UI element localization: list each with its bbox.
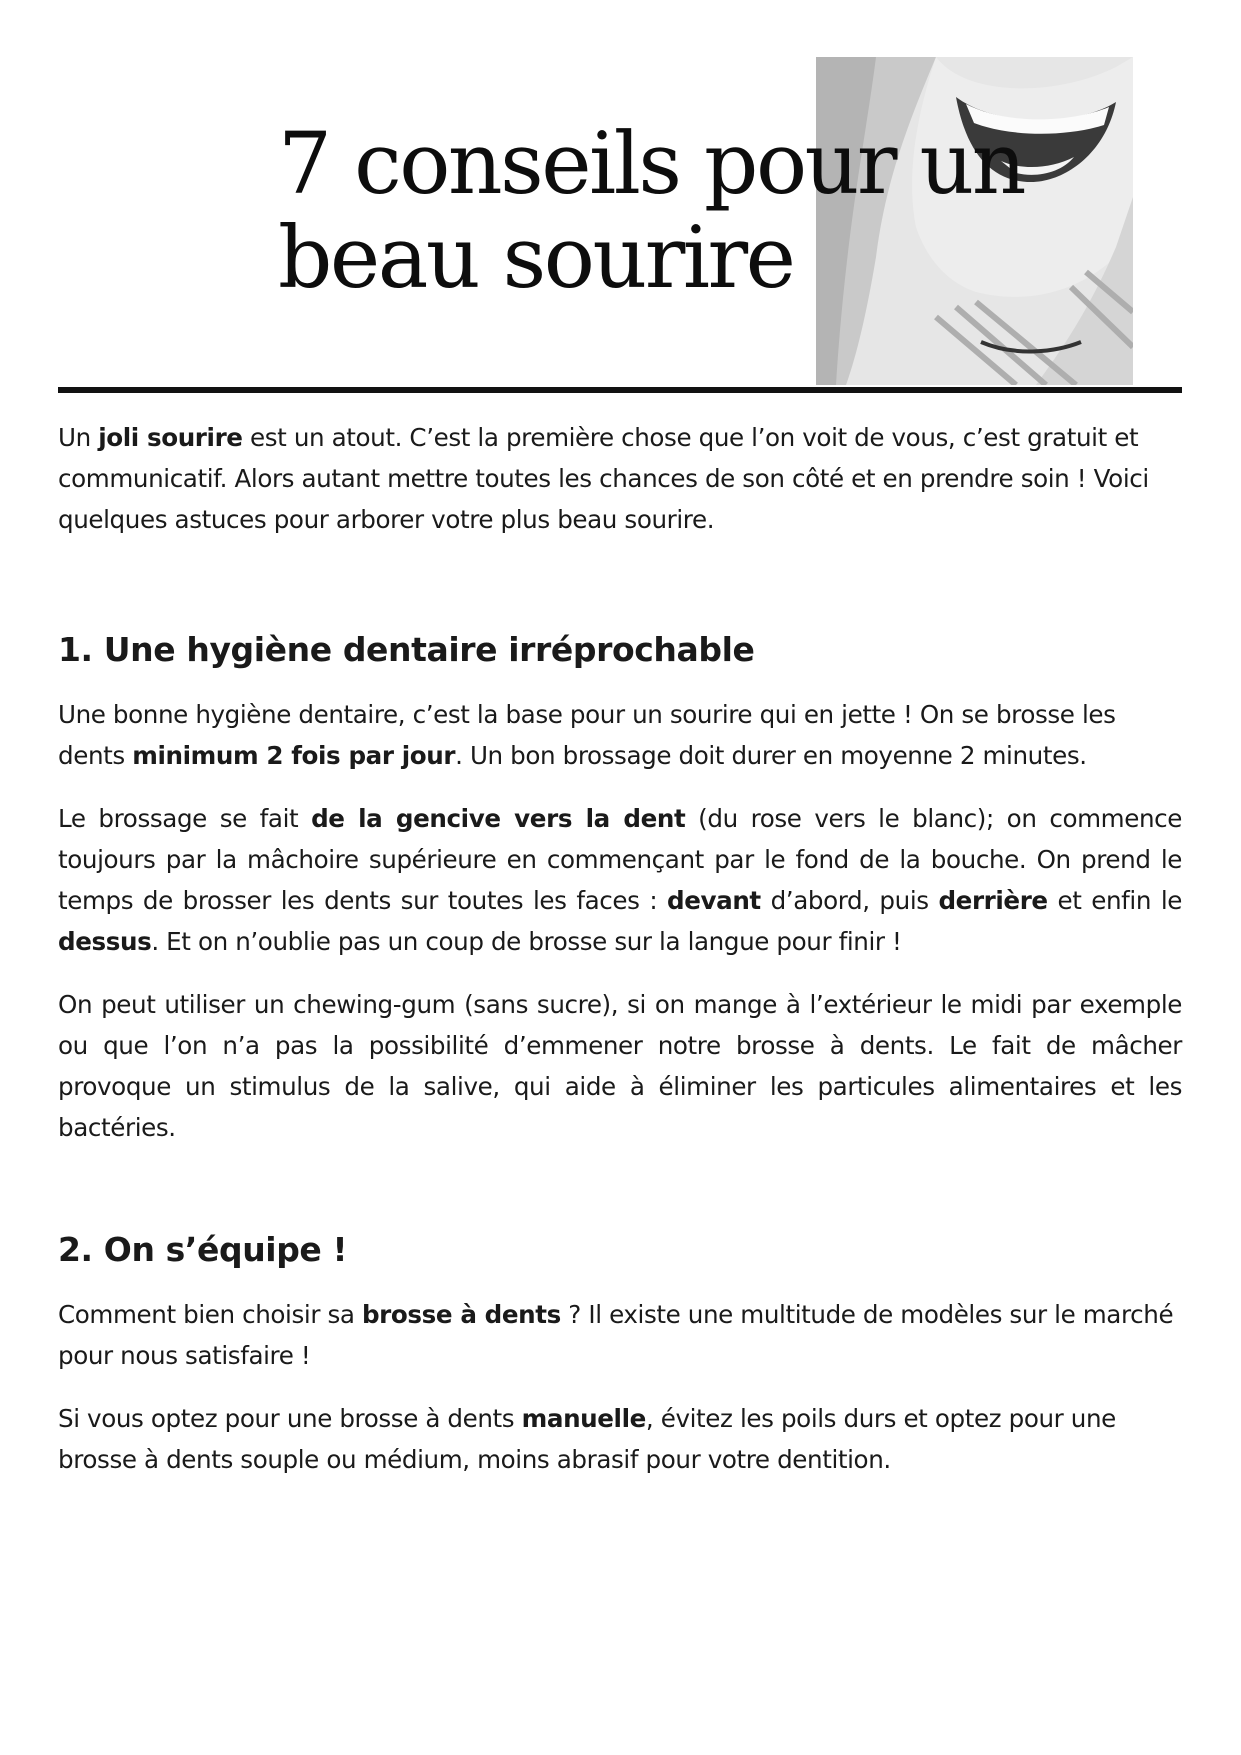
section-hygiene	[58, 628, 1182, 1148]
section-1-paragraph-1: Une bonne hygiène dentaire, c’est la base pour un sourire qui en jette ! On se brosse les dents minimum 2 fois par jour. Un bon brossage doit durer en moyenne 2 minutes.	[58, 700, 1116, 770]
section-1-heading: 1. Une hygiène dentaire irréprochable	[58, 630, 755, 669]
article-body	[58, 417, 1182, 1560]
title-line-1: 7 conseils pour un	[278, 115, 1025, 214]
section-1-paragraph-3: On peut utiliser un chewing-gum (sans sucre), si on mange à l’extérieur le midi par exemple ou que l’on n’a pas la possibilité d’emmener notre brosse à dents. Le fait de mâcher provoque un stimulus de la salive, qui aide à éliminer les particules alimentaires et les bactéries.	[58, 990, 1182, 1142]
page-title	[278, 115, 1025, 308]
title-divider	[58, 387, 1182, 393]
section-equipment	[58, 1228, 1182, 1480]
section-2-paragraph-1: Comment bien choisir sa brosse à dents ? Il existe une multitude de modèles sur le marché pour nous satisfaire !	[58, 1300, 1174, 1370]
section-1-paragraph-2: Le brossage se fait de la gencive vers la dent (du rose vers le blanc); on commence toujours par la mâchoire supérieure en commençant par le fond de la bouche. On prend le temps de brosser les dents sur toutes les faces : devant d’abord, puis derrière et enfin le dessus. Et on n’oublie pas un coup de brosse sur la langue pour finir !	[58, 804, 1182, 956]
title-line-2: beau sourire	[278, 209, 794, 308]
intro-paragraph: Un joli sourire est un atout. C’est la première chose que l’on voit de vous, c’est gratuit et communicatif. Alors autant mettre toutes les chances de son côté et en prendre soin ! Voici quelques astuces pour arborer votre plus beau sourire.	[58, 423, 1149, 534]
section-2-paragraph-2: Si vous optez pour une brosse à dents manuelle, évitez les poils durs et optez pour une brosse à dents souple ou médium, moins abrasif pour votre dentition.	[58, 1404, 1116, 1474]
section-2-heading: 2. On s’équipe !	[58, 1230, 348, 1269]
